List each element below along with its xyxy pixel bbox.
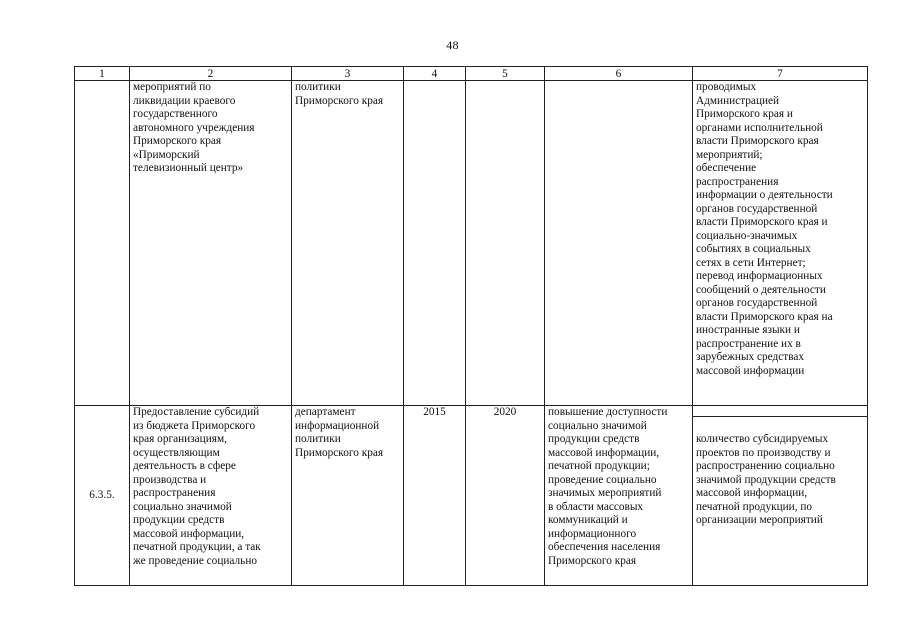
column-header-3: 3	[292, 67, 404, 81]
row-number: 6.3.5.	[89, 488, 115, 501]
expected-result-text: повышение доступности социально значимой продукции средств массовой информации, печатной продукции; проведение социально значимых мероприятий в области массовых коммуникаций и информационного обеспечения населения Приморского края	[548, 406, 668, 567]
end-year-cell	[466, 406, 545, 586]
event-name-cell	[130, 406, 292, 586]
indicator-text: количество субсидируемых проектов по производству и распространению социально значимой продукции средств массовой информации, печатной продукции, по организации мероприятий	[693, 416, 867, 528]
end-year-cell	[466, 81, 545, 406]
event-name-text: Предоставление субсидий из бюджета Приморского края организациям, осуществляющим деятельность в сфере производства и распространения социально значимой продукции средств массовой информации, печатной продукции, а так же проведение социально	[133, 406, 261, 567]
column-header-6: 6	[545, 67, 693, 81]
column-header-2: 2	[130, 67, 292, 81]
end-year: 2020	[493, 406, 517, 418]
expected-result-cell	[545, 81, 693, 406]
event-name-cell	[130, 81, 292, 406]
column-header-1: 1	[75, 67, 130, 81]
table-header-row	[75, 67, 868, 81]
document-table	[74, 66, 868, 586]
responsible-text: политики Приморского края	[295, 81, 384, 107]
expected-result-cell	[545, 406, 693, 586]
event-name-text: мероприятий по ликвидации краевого государственного автономного учреждения Приморского края «Приморский телевизионный центр»	[133, 81, 255, 174]
responsible-text: департамент информационной политики Приморского края	[295, 406, 384, 459]
table-row	[75, 81, 868, 406]
page-number: 48	[446, 38, 459, 52]
responsible-cell	[292, 81, 404, 406]
start-year-cell	[404, 406, 466, 586]
start-year: 2015	[423, 406, 446, 418]
indicator-cell	[693, 406, 868, 586]
column-header-7: 7	[693, 67, 868, 81]
responsible-cell	[292, 406, 404, 586]
start-year-cell	[404, 81, 466, 406]
indicator-cell	[693, 81, 868, 406]
indicator-text: проводимых Администрацией Приморского края и органами исполнительной власти Приморского края мероприятий; обеспечение распространения информации о деятельности органов государственной власти Приморского края и социально-значимых событиях в социальных сетях в сети Интернет; перевод информационных сообщений о деятельности органов государственной власти Приморского края на иностранные языки и распространение их в зарубежных средствах массовой информации	[696, 81, 833, 377]
table-row	[75, 406, 868, 586]
row-number-cell	[75, 81, 130, 406]
row-number-cell	[75, 406, 130, 586]
column-header-4: 4	[404, 67, 466, 81]
column-header-5: 5	[466, 67, 545, 81]
